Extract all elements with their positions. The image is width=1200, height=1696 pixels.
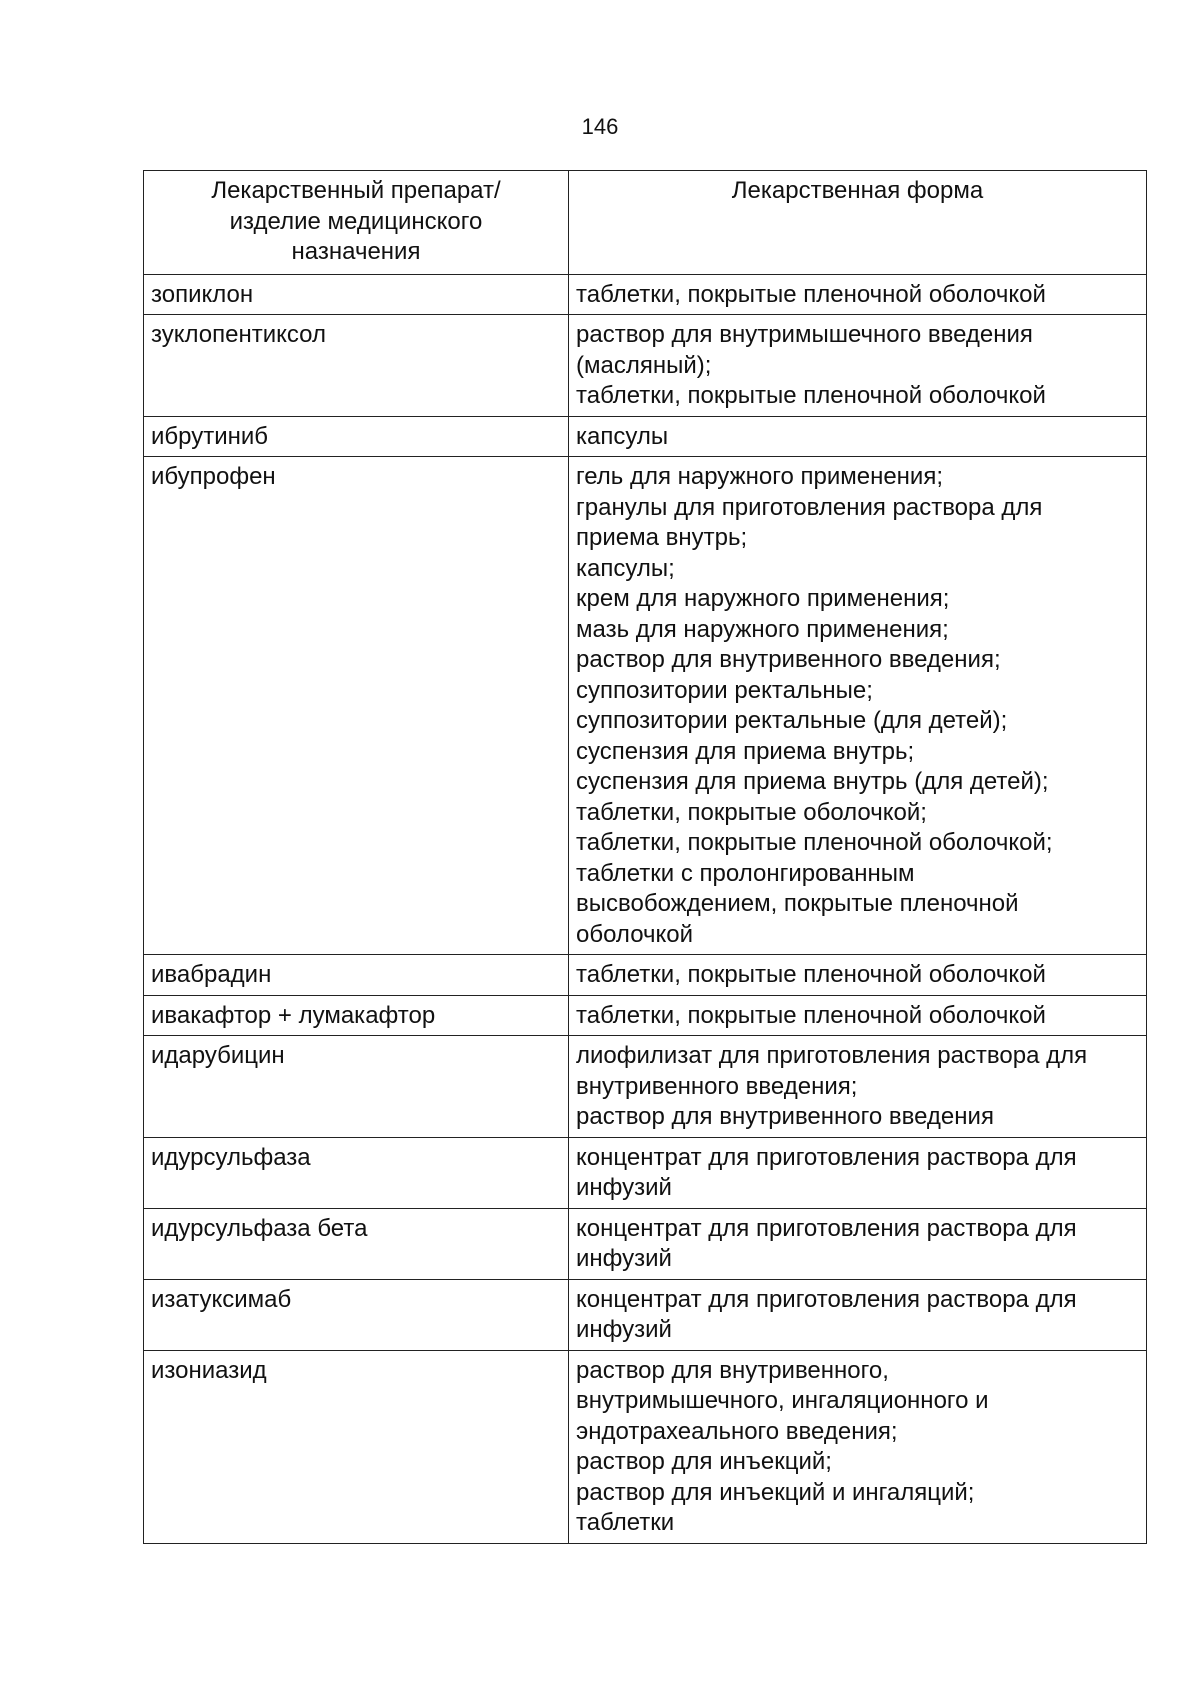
dosage-form-line: таблетки с пролонгированным	[576, 859, 915, 887]
header-line: изделие медицинского	[229, 207, 483, 235]
dosage-forms	[569, 416, 1147, 457]
table-row	[144, 1350, 1147, 1543]
drug-name: идурсульфаза бета	[144, 1208, 569, 1279]
dosage-form-line: концентрат для приготовления раствора для	[576, 1143, 1077, 1171]
table-row	[144, 457, 1147, 955]
table-row	[144, 1208, 1147, 1279]
drug-name: идурсульфаза	[144, 1137, 569, 1208]
page-number: 146	[581, 114, 619, 139]
dosage-form-line: таблетки, покрытые оболочкой;	[576, 798, 927, 826]
drug-name: ибупрофен	[144, 457, 569, 955]
drug-name: идарубицин	[144, 1036, 569, 1138]
dosage-form-line: крем для наружного применения;	[576, 585, 950, 612]
dosage-form-line: оболочкой	[576, 920, 694, 948]
header-form	[569, 171, 1147, 275]
dosage-form-line: суспензия для приема внутрь;	[576, 737, 915, 765]
dosage-form-line: раствор для внутривенного введения;	[576, 646, 1001, 673]
dosage-form-line: таблетки	[576, 1509, 675, 1536]
drug-name: ибрутиниб	[144, 416, 569, 457]
table-row	[144, 1137, 1147, 1208]
table-body	[144, 274, 1147, 1543]
dosage-form-line: высвобождением, покрытые пленочной	[576, 890, 1019, 917]
dosage-forms	[569, 1279, 1147, 1350]
table-row	[144, 1036, 1147, 1138]
dosage-form-line: таблетки, покрытые пленочной оболочкой	[576, 1001, 1046, 1029]
header-drug	[144, 171, 569, 275]
dosage-forms	[569, 1036, 1147, 1138]
dosage-form-line: суппозитории ректальные;	[576, 676, 873, 704]
dosage-forms	[569, 955, 1147, 996]
dosage-form-line: гранулы для приготовления раствора для	[576, 493, 1043, 521]
dosage-form-line: приема внутрь;	[576, 524, 748, 551]
dosage-form-line: таблетки, покрытые пленочной оболочкой	[576, 961, 1046, 988]
drug-name: зуклопентиксол	[144, 315, 569, 417]
dosage-forms	[569, 457, 1147, 955]
dosage-form-line: внутривенного введения;	[576, 1072, 858, 1100]
table-row	[144, 274, 1147, 315]
dosage-forms	[569, 315, 1147, 417]
dosage-form-line: капсулы;	[576, 554, 675, 582]
dosage-forms	[569, 1350, 1147, 1543]
dosage-form-line: концентрат для приготовления раствора для	[576, 1285, 1077, 1313]
header-line: назначения	[291, 238, 421, 265]
drug-name: изониазид	[144, 1350, 569, 1543]
dosage-form-line: суспензия для приема внутрь (для детей);	[576, 768, 1049, 795]
dosage-form-line: раствор для внутривенного,	[576, 1356, 889, 1384]
header-line: Лекарственная форма	[731, 177, 984, 204]
dosage-form-line: концентрат для приготовления раствора для	[576, 1214, 1077, 1242]
dosage-form-line: лиофилизат для приготовления раствора для	[576, 1042, 1088, 1069]
header-line: Лекарственный препарат/	[211, 177, 501, 204]
dosage-forms	[569, 1137, 1147, 1208]
drug-name: зопиклон	[144, 274, 569, 315]
drug-name: ивакафтор + лумакафтор	[144, 995, 569, 1036]
dosage-forms	[569, 274, 1147, 315]
table-row	[144, 955, 1147, 996]
table-row	[144, 416, 1147, 457]
dosage-forms	[569, 1208, 1147, 1279]
dosage-form-line: инфузий	[576, 1174, 672, 1201]
drug-name: ивабрадин	[144, 955, 569, 996]
dosage-form-line: раствор для внутривенного введения	[576, 1103, 994, 1130]
dosage-form-line: суппозитории ректальные (для детей);	[576, 707, 1008, 734]
dosage-form-line: гель для наружного применения;	[576, 463, 943, 490]
dosage-form-line: раствор для внутримышечного введения	[576, 321, 1033, 348]
dosage-form-line: инфузий	[576, 1245, 672, 1272]
dosage-form-line: таблетки, покрытые пленочной оболочкой;	[576, 829, 1053, 856]
dosage-form-line: раствор для инъекций и ингаляций;	[576, 1478, 975, 1506]
dosage-form-line: таблетки, покрытые пленочной оболочкой	[576, 382, 1046, 409]
dosage-form-line: раствор для инъекций;	[576, 1448, 832, 1475]
dosage-form-line: инфузий	[576, 1316, 672, 1343]
dosage-form-line: (масляный);	[576, 351, 712, 379]
dosage-form-line: таблетки, покрытые пленочной оболочкой	[576, 280, 1046, 308]
table-row	[144, 995, 1147, 1036]
dosage-form-line: внутримышечного, ингаляционного и	[576, 1387, 989, 1414]
dosage-form-line: мазь для наружного применения;	[576, 615, 949, 643]
table-row	[144, 315, 1147, 417]
dosage-form-line: капсулы	[576, 422, 669, 450]
dosage-form-line: эндотрахеального введения;	[576, 1417, 898, 1445]
table-header-row	[144, 171, 1147, 275]
drug-table	[143, 170, 1147, 1544]
table-row	[144, 1279, 1147, 1350]
dosage-forms	[569, 995, 1147, 1036]
drug-name: изатуксимаб	[144, 1279, 569, 1350]
